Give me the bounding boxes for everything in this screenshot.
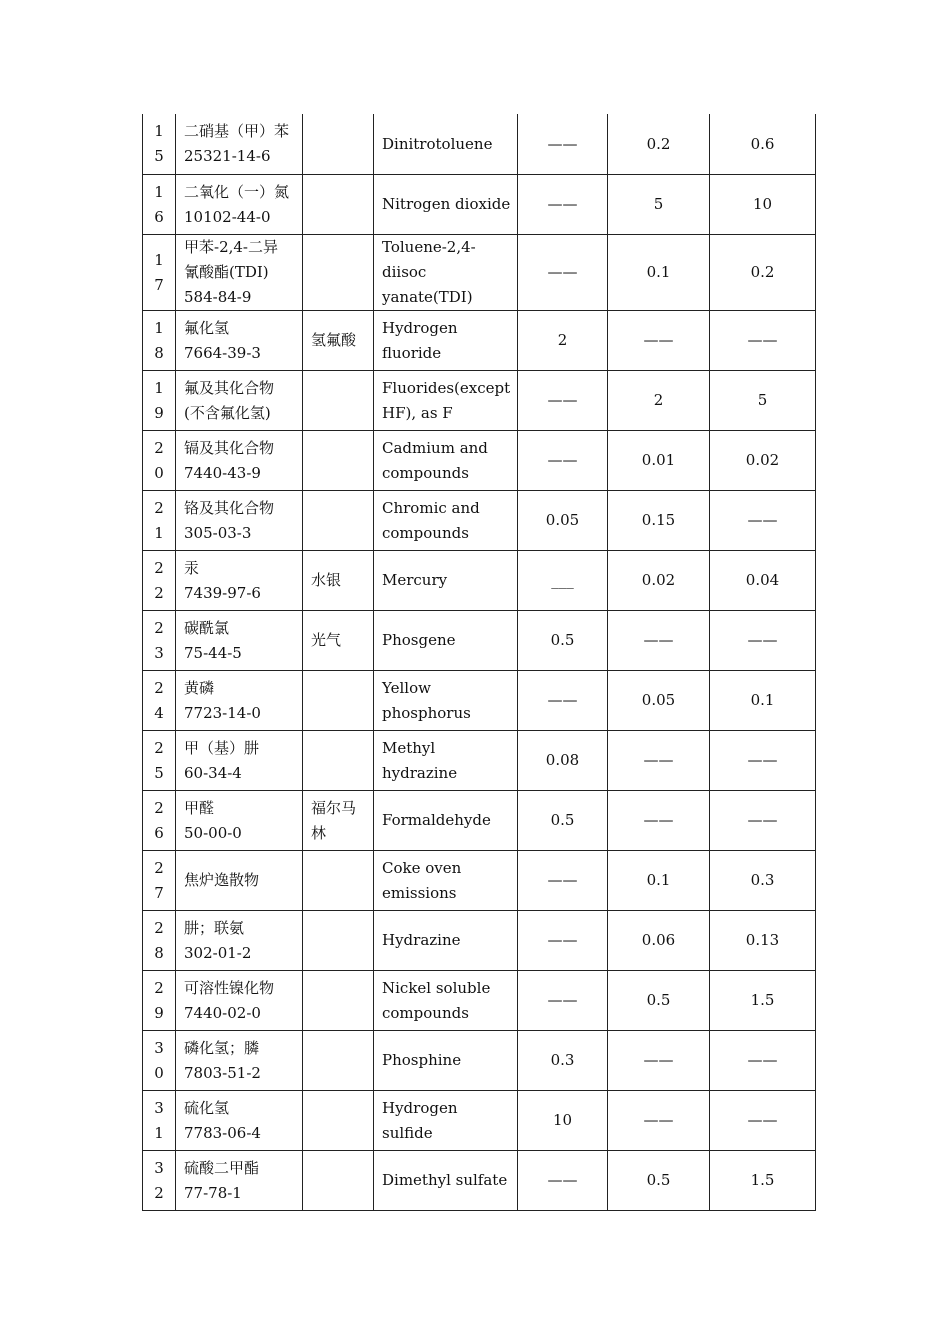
cell-line: emissions xyxy=(382,883,457,902)
cell-line: Yellow xyxy=(382,678,431,697)
cell-line: compounds xyxy=(382,1003,469,1022)
cell-line: Toluene-2,4-diisoc xyxy=(382,238,476,281)
row-number-cell xyxy=(143,175,176,235)
cell-line: 硫酸二甲酯 xyxy=(184,1158,260,1177)
stel-value-cell: —— xyxy=(710,1091,816,1151)
mac-value-cell: 0.5 xyxy=(518,611,608,671)
cell-line: 1 xyxy=(154,523,164,542)
alias-cell: 水银 xyxy=(303,551,374,611)
cell-line: 5 xyxy=(154,147,164,165)
cell-line: 2 xyxy=(154,438,164,457)
cell-line: 可溶性镍化物 xyxy=(184,978,275,997)
row-number-cell xyxy=(143,114,176,175)
mac-value-cell: —— xyxy=(518,1151,608,1211)
cell-line: Phosgene xyxy=(382,631,456,649)
row-number-cell xyxy=(143,1031,176,1091)
chinese-name-cas-cell xyxy=(176,491,303,551)
chinese-name-cas-cell xyxy=(176,911,303,971)
alias-cell xyxy=(303,1031,374,1091)
stel-value-cell: —— xyxy=(710,311,816,371)
alias-cell xyxy=(303,1091,374,1151)
cell-line: 2 xyxy=(154,1183,164,1202)
twa-value-cell: 0.15 xyxy=(608,491,710,551)
cell-line: Methyl hydrazine xyxy=(382,738,458,782)
english-name-cell xyxy=(374,491,518,551)
english-name-cell xyxy=(374,911,518,971)
alias-cell: 氢氟酸 xyxy=(303,311,374,371)
twa-value-cell: —— xyxy=(608,1091,710,1151)
table-row xyxy=(143,1091,816,1151)
mac-value-cell: —— xyxy=(518,371,608,431)
cell-line: 镉及其化合物 xyxy=(184,438,275,457)
twa-value-cell: —— xyxy=(608,311,710,371)
mac-value-cell: —— xyxy=(518,971,608,1031)
chinese-name-cas-cell xyxy=(176,731,303,791)
cell-line: Cadmium and xyxy=(382,438,488,457)
mac-value-cell: —— xyxy=(518,851,608,911)
mac-value-cell: —— xyxy=(518,431,608,491)
cell-line: 6 xyxy=(154,207,164,226)
twa-value-cell: 0.02 xyxy=(608,551,710,611)
table-row xyxy=(143,731,816,791)
chinese-name-cas-cell xyxy=(176,1151,303,1211)
stel-value-cell: 0.02 xyxy=(710,431,816,491)
cell-line: 302-01-2 xyxy=(184,943,252,962)
alias-cell xyxy=(303,911,374,971)
chinese-name-cas-cell xyxy=(176,371,303,431)
cell-line: 2 xyxy=(154,678,164,697)
alias-cell xyxy=(303,431,374,491)
cell-line: 1 xyxy=(154,122,164,140)
stel-value-cell: 0.2 xyxy=(710,235,816,311)
alias-cell xyxy=(303,1151,374,1211)
cell-line: 8 xyxy=(154,943,164,962)
cell-line: 3 xyxy=(154,643,164,662)
cell-line: 1 xyxy=(154,250,164,269)
table-row xyxy=(143,491,816,551)
cell-line: 2 xyxy=(154,918,164,937)
cell-line: 3 xyxy=(154,1158,164,1177)
row-number-cell xyxy=(143,971,176,1031)
stel-value-cell: —— xyxy=(710,731,816,791)
table-row xyxy=(143,235,816,311)
stel-value-cell: 0.3 xyxy=(710,851,816,911)
chinese-name-cas-cell xyxy=(176,114,303,175)
cell-line: Mercury xyxy=(382,571,448,589)
cell-line: 甲苯-2,4-二异 xyxy=(184,238,278,256)
chinese-name-cas-cell xyxy=(176,1031,303,1091)
cell-line: 7440-43-9 xyxy=(184,463,261,482)
twa-value-cell: —— xyxy=(608,1031,710,1091)
mac-value-cell: ___ xyxy=(518,551,608,611)
cell-line: Hydrogen fluoride xyxy=(382,318,458,362)
row-number-cell xyxy=(143,611,176,671)
table-row xyxy=(143,791,816,851)
mac-value-cell: 0.5 xyxy=(518,791,608,851)
mac-value-cell: —— xyxy=(518,175,608,235)
alias-cell xyxy=(303,851,374,911)
stel-value-cell: —— xyxy=(710,1031,816,1091)
stel-value-cell: —— xyxy=(710,611,816,671)
cell-line: 2 xyxy=(154,798,164,817)
cell-line: 7439-97-6 xyxy=(184,583,261,602)
cell-line: Fluorides(except xyxy=(382,378,511,397)
cell-line: 9 xyxy=(154,1003,164,1022)
cell-line: 8 xyxy=(154,343,164,362)
twa-value-cell: 0.1 xyxy=(608,851,710,911)
mac-value-cell: —— xyxy=(518,114,608,175)
row-number-cell xyxy=(143,671,176,731)
cell-line: 碳酰氯 xyxy=(184,618,230,637)
table-row xyxy=(143,671,816,731)
cell-line: 7783-06-4 xyxy=(184,1123,261,1142)
twa-value-cell: —— xyxy=(608,611,710,671)
cell-line: Phosphine xyxy=(382,1051,462,1069)
row-number-cell xyxy=(143,431,176,491)
cell-line: 7440-02-0 xyxy=(184,1003,261,1022)
cell-line: 氟化氢 xyxy=(184,318,230,337)
english-name-cell xyxy=(374,235,518,311)
alias-cell: 福尔马林 xyxy=(303,791,374,851)
cell-line: 2 xyxy=(154,583,164,602)
cell-line: 0 xyxy=(154,463,164,482)
english-name-cell xyxy=(374,671,518,731)
alias-cell xyxy=(303,114,374,175)
cell-line: 2 xyxy=(154,858,164,877)
cell-line: Hydrogen sulfide xyxy=(382,1098,458,1142)
stel-value-cell: 1.5 xyxy=(710,971,816,1031)
row-number-cell xyxy=(143,235,176,311)
row-number-cell xyxy=(143,551,176,611)
twa-value-cell: 0.5 xyxy=(608,1151,710,1211)
cell-line: 2 xyxy=(154,978,164,997)
alias-cell: 光气 xyxy=(303,611,374,671)
chinese-name-cas-cell xyxy=(176,671,303,731)
chinese-name-cas-cell xyxy=(176,551,303,611)
cell-line: 铬及其化合物 xyxy=(184,498,275,517)
table-row xyxy=(143,431,816,491)
cell-line: 50-00-0 xyxy=(184,823,242,842)
chinese-name-cas-cell xyxy=(176,311,303,371)
english-name-cell xyxy=(374,1091,518,1151)
table-row xyxy=(143,1151,816,1211)
table-row xyxy=(143,371,816,431)
twa-value-cell: 2 xyxy=(608,371,710,431)
cell-line: 25321-14-6 xyxy=(184,147,271,165)
row-number-cell xyxy=(143,791,176,851)
table-row xyxy=(143,175,816,235)
stel-value-cell: 0.13 xyxy=(710,911,816,971)
chinese-name-cas-cell xyxy=(176,1091,303,1151)
twa-value-cell: —— xyxy=(608,731,710,791)
cell-line: 磷化氢；膦 xyxy=(184,1038,260,1057)
cell-line: HF), as F xyxy=(382,403,453,422)
stel-value-cell: 1.5 xyxy=(710,1151,816,1211)
cell-line: 7803-51-2 xyxy=(184,1063,261,1082)
row-number-cell xyxy=(143,851,176,911)
table-row xyxy=(143,114,816,175)
row-number-cell xyxy=(143,1091,176,1151)
row-number-cell xyxy=(143,1151,176,1211)
cell-line: (不含氟化氢) xyxy=(184,403,271,422)
english-name-cell xyxy=(374,1151,518,1211)
cell-line: 1 xyxy=(154,182,164,201)
row-number-cell xyxy=(143,731,176,791)
cell-line: Coke oven xyxy=(382,858,462,877)
english-name-cell xyxy=(374,175,518,235)
cell-line: 0 xyxy=(154,1063,164,1082)
cell-line: 9 xyxy=(154,403,164,422)
cell-line: 2 xyxy=(154,498,164,517)
cell-line: 1 xyxy=(154,1123,164,1142)
chinese-name-cas-cell xyxy=(176,431,303,491)
cell-line: Nitrogen dioxide xyxy=(382,195,511,213)
twa-value-cell: 0.01 xyxy=(608,431,710,491)
mac-value-cell: —— xyxy=(518,911,608,971)
english-name-cell xyxy=(374,1031,518,1091)
english-name-cell xyxy=(374,731,518,791)
cell-line: 氟及其化合物 xyxy=(184,378,275,397)
english-name-cell xyxy=(374,551,518,611)
row-number-cell xyxy=(143,311,176,371)
chinese-name-cas-cell xyxy=(176,791,303,851)
stel-value-cell: —— xyxy=(710,491,816,551)
alias-cell xyxy=(303,671,374,731)
cell-line: 7664-39-3 xyxy=(184,343,261,362)
cell-line: 2 xyxy=(154,738,164,757)
alias-cell xyxy=(303,235,374,311)
alias-cell xyxy=(303,731,374,791)
table-row xyxy=(143,971,816,1031)
table-row xyxy=(143,551,816,611)
cell-line: 甲醛 xyxy=(184,798,215,817)
twa-value-cell: 0.1 xyxy=(608,235,710,311)
chinese-name-cas-cell xyxy=(176,611,303,671)
cell-line: 584-84-9 xyxy=(184,288,252,306)
row-number-cell xyxy=(143,911,176,971)
cell-line: 2 xyxy=(154,558,164,577)
cell-line: 3 xyxy=(154,1098,164,1117)
mac-value-cell: 0.08 xyxy=(518,731,608,791)
cell-line: 305-03-3 xyxy=(184,523,252,542)
table-row xyxy=(143,1031,816,1091)
cell-line: 7723-14-0 xyxy=(184,703,261,722)
cell-line: 甲（基）肼 xyxy=(184,738,260,757)
twa-value-cell: 0.5 xyxy=(608,971,710,1031)
mac-value-cell: 10 xyxy=(518,1091,608,1151)
cell-line: 77-78-1 xyxy=(184,1183,242,1202)
cell-line: 2 xyxy=(154,618,164,637)
cell-line: 10102-44-0 xyxy=(184,207,271,226)
cell-line: 黄磷 xyxy=(184,678,215,697)
cell-line: 75-44-5 xyxy=(184,643,242,662)
stel-value-cell: 5 xyxy=(710,371,816,431)
cell-line: Nickel soluble xyxy=(382,978,491,997)
cell-line: 硫化氢 xyxy=(184,1098,230,1117)
cell-line: Hydrazine xyxy=(382,931,461,949)
cell-line: 4 xyxy=(154,703,164,722)
cell-line: 1 xyxy=(154,318,164,337)
alias-cell xyxy=(303,491,374,551)
english-name-cell xyxy=(374,371,518,431)
cell-line: Formaldehyde xyxy=(382,811,491,829)
cell-line: 肼；联氨 xyxy=(184,918,245,937)
mac-value-cell: 0.3 xyxy=(518,1031,608,1091)
twa-value-cell: 5 xyxy=(608,175,710,235)
twa-value-cell: —— xyxy=(608,791,710,851)
cell-line: compounds xyxy=(382,523,469,542)
english-name-cell xyxy=(374,971,518,1031)
stel-value-cell: 0.1 xyxy=(710,671,816,731)
chemical-limits-table xyxy=(142,114,816,1211)
twa-value-cell: 0.05 xyxy=(608,671,710,731)
twa-value-cell: 0.2 xyxy=(608,114,710,175)
chinese-name-cas-cell xyxy=(176,971,303,1031)
english-name-cell xyxy=(374,791,518,851)
cell-line: phosphorus xyxy=(382,703,471,722)
table-row xyxy=(143,311,816,371)
cell-line: 二硝基（甲）苯 xyxy=(184,122,290,140)
cell-line: 1 xyxy=(154,378,164,397)
alias-cell xyxy=(303,175,374,235)
cell-line: Dinitrotoluene xyxy=(382,134,493,153)
cell-line: 汞 xyxy=(184,558,200,577)
cell-line: 焦炉逸散物 xyxy=(184,871,260,889)
cell-line: 氰酸酯(TDI) xyxy=(184,263,269,281)
twa-value-cell: 0.06 xyxy=(608,911,710,971)
stel-value-cell: 0.6 xyxy=(710,114,816,175)
table-row xyxy=(143,611,816,671)
cell-line: 5 xyxy=(154,763,164,782)
row-number-cell xyxy=(143,371,176,431)
chinese-name-cas-cell xyxy=(176,175,303,235)
row-number-cell xyxy=(143,491,176,551)
stel-value-cell: 10 xyxy=(710,175,816,235)
alias-cell xyxy=(303,971,374,1031)
english-name-cell xyxy=(374,311,518,371)
table-row xyxy=(143,851,816,911)
cell-line: compounds xyxy=(382,463,469,482)
cell-line: 6 xyxy=(154,823,164,842)
cell-line: 7 xyxy=(154,883,164,902)
chinese-name-cas-cell xyxy=(176,851,303,911)
english-name-cell xyxy=(374,611,518,671)
mac-value-cell: —— xyxy=(518,671,608,731)
cell-line: yanate(TDI) xyxy=(382,288,473,306)
cell-line: 60-34-4 xyxy=(184,763,242,782)
cell-line: 二氧化（一）氮 xyxy=(184,182,290,201)
cell-line: 7 xyxy=(154,275,164,294)
table-row xyxy=(143,911,816,971)
mac-value-cell: —— xyxy=(518,235,608,311)
stel-value-cell: —— xyxy=(710,791,816,851)
cell-line: Dimethyl sulfate xyxy=(382,1171,508,1189)
stel-value-cell: 0.04 xyxy=(710,551,816,611)
english-name-cell xyxy=(374,114,518,175)
table-body xyxy=(143,114,816,1211)
cell-line: Chromic and xyxy=(382,498,480,517)
english-name-cell xyxy=(374,851,518,911)
english-name-cell xyxy=(374,431,518,491)
chinese-name-cas-cell xyxy=(176,235,303,311)
cell-line: 3 xyxy=(154,1038,164,1057)
alias-cell xyxy=(303,371,374,431)
mac-value-cell: 2 xyxy=(518,311,608,371)
mac-value-cell: 0.05 xyxy=(518,491,608,551)
